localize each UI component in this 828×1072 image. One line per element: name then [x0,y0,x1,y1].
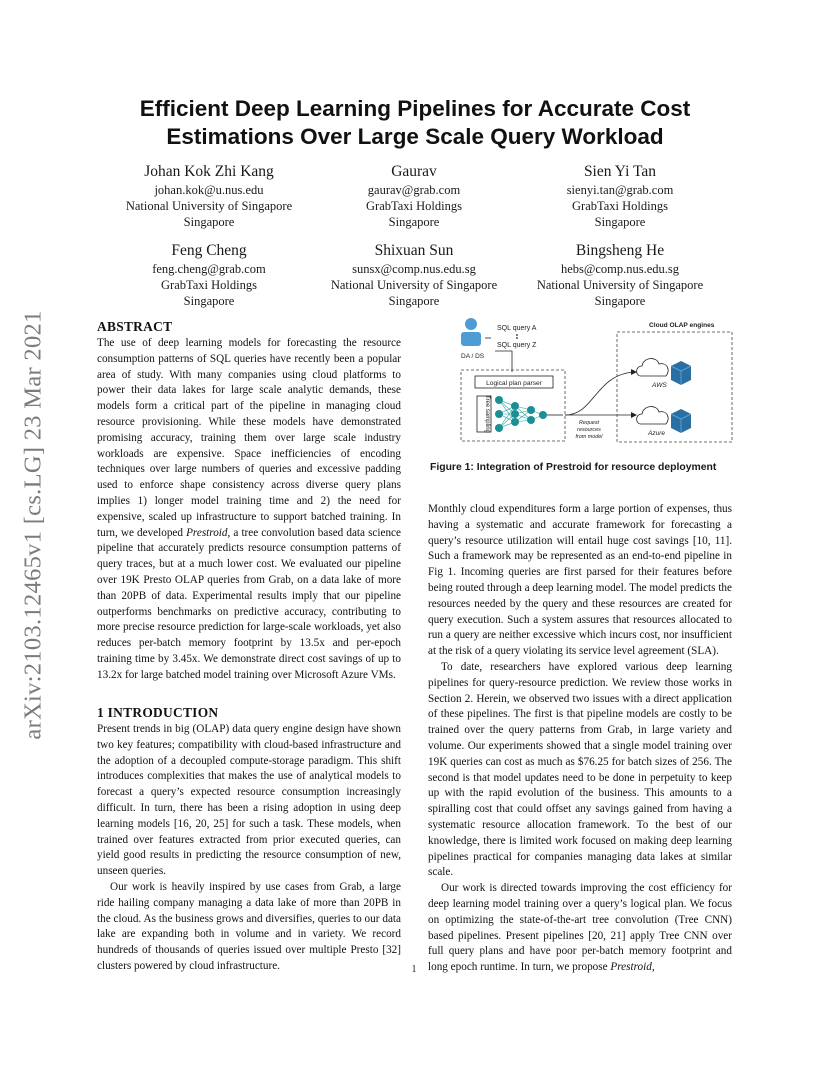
author-name: Bingsheng He [575,242,665,259]
author-block [94,162,324,230]
figure-caption: Figure 1: Integration of Prestroid for resource deployment [430,462,717,473]
prestroid-emphasis: Prestroid [610,961,652,974]
author-email: sunsx@comp.nus.edu.sg [352,262,476,276]
right-column-text [428,502,732,976]
author-country: Singapore [594,215,646,229]
author-affiliation: GrabTaxi Holdings [161,278,257,292]
sql-query-z-label: SQL query Z [497,342,537,349]
author-affiliation: National University of Singapore [536,278,704,292]
author-affiliation: National University of Singapore [330,278,498,292]
tree-sampling-label: Tree sampling [484,395,490,433]
arrowheads [631,369,637,418]
abstract-heading: ABSTRACT [97,319,173,334]
prestroid-emphasis: Prestroid [186,526,228,539]
azure-label: Azure [648,430,665,437]
arxiv-id: arXiv:2103.12465v1 [cs.LG] 23 Mar 2021 [20,310,48,740]
request-label-3: from model [575,434,603,440]
sql-query-a-label: SQL query A [497,325,537,332]
abstract-section [97,318,401,684]
author-affiliation: National University of Singapore [125,199,293,213]
author-email: hebs@comp.nus.edu.sg [560,262,680,276]
author-country: Singapore [388,215,440,229]
author-name: Johan Kok Zhi Kang [144,163,274,180]
introduction-section [97,704,401,975]
abstract-text-part: , a tree convolution based data science pipeline that accurately predicts resource consumption patterns of query traces, but at a much lower cost. We evaluated our pipeline over 19K Presto OLAP queries from Grab, on a data lake of more than 20PB of data. Experimental results imply that our pipeline outperforms benchmarks on predictive accuracy, contributing to more precise resource prediction for large-scale workloads, yet also reduces per-batch memory footprint by 13.5x and per-epoch training time by 3.45x. We demonstrate direct cost savings of up to 13.2x for large batched model training over Microsoft Azure VMs. [97,526,401,681]
user-icon [461,318,481,346]
request-label-1: Request [578,420,600,426]
intro-paragraph-1: Present trends in big (OLAP) data query engine design have shown two key features; compatibility with cloud-based infrastructure and the adoption of a decoupled compute-storage paradigm. This shift introduces complexities that makes the use of analytical models to forecast a query’s expected resource consumption increasingly difficult. In turn, there has been a rising adoption in using deep learning models [16, 20, 25] for such a task. These models, when trained over features extracted from prior executed queries, can yield good results in predicting the resource consumption of new, unseen queries. [97,723,401,878]
right-paragraph-1: Monthly cloud expenditures form a large portion of expenses, thus having a systematic and accurate framework for forecasting a query’s resource utilization will entail huge cost savings [10, 11]. Such a framework may be represented as an end-to-end pipeline in Fig 1. Incoming queries are first parsed for their features before being routed through a deep learning model. The model predicts the resources needed by the query and these resources are created for query execution. Such a system assures that resources allocated to run a query are neither excessive which incurs cost, nor insufficient at the risk of a query violating its service level agreement (SLA). [428,503,732,658]
route-to-aws [565,372,635,415]
author-affiliation: GrabTaxi Holdings [572,199,668,213]
author-country: Singapore [183,294,235,308]
author-block [505,241,735,309]
title-line-1: Efficient Deep Learning Pipelines for Accurate Cost [139,96,691,121]
author-email: feng.cheng@grab.com [152,262,266,276]
intro-paragraph-2: Our work is heavily inspired by use cases from Grab, a large ride hailing company managing a data lake of more than 20PB in the cloud. As the business grows and diversifies, queries to our data lake are expanding both in volume and in variety. We record hundreds of thousands of queries issued over multiple Presto [32] clusters powered by cloud infrastructure. [97,880,401,972]
cloud-olap-title: Cloud OLAP engines [649,322,715,329]
author-name: Sien Yi Tan [583,163,657,180]
aws-label: AWS [652,382,667,389]
right-paragraph-3-part: Our work is directed towards improving the cost efficiency for deep learning model training over a query’s logical plan. We focus on optimizing the state-of-the-art tree convolution (Tree CNN) based pipelines. Present pipelines [20, 21] apply Tree CNN over full query plans and have poor per-batch memory footprint and long epoch runtime. In turn, we propose [428,882,732,974]
arxiv-stamp [14,295,54,755]
author-country: Singapore [388,294,440,308]
neural-network-icon [499,400,543,428]
author-block [299,241,529,309]
right-paragraph-3-part: , [651,961,655,974]
author-email: sienyi.tan@grab.com [566,183,674,197]
abstract-text-part: The use of deep learning models for forecasting the resource consumption patterns of SQL queries have recently been a popular area of study. With many companies using cloud platforms to power their data lakes for large scale analytic demands, these models form a critical part of the pipeline in managing cloud resource provisioning. While these models have demonstrated promising accuracy, training them over large scale industry workloads are expensive. Space inefficiencies of encoding techniques over large numbers of queries and excessive padding used to enforce shape consistency across diverse query plans implies 1) longer model training time and 2) the need for expensive, scaled up infrastructure to support batched training. In turn, we developed [97,337,401,539]
author-block [299,162,529,230]
author-country: Singapore [594,294,646,308]
ellipsis-dot [516,334,518,336]
right-paragraph-2: To date, researchers have explored various deep learning pipelines for query-resource prediction. We review those works in Section 2. Herein, we observed two issues with a direct application of these pipelines. The first is that pipeline models are costly to be trained over the query patterns from Grab, in large variety and volume. Our experiments showed that a single model training over 19K queries can cost as much as $76.25 for batch sizes of 256. The second is that model updates need to be done in perpetuity to keep up with the rapid evolution of the business. This amounts to a spiralling cost that could offset any savings gained from having a systematic resource allocation framework. To the best of our knowledge, there is limited work focused on making deep learning pipelines practical for companies managing data lakes at similar scale. [428,660,732,879]
author-name: Feng Cheng [171,242,247,259]
author-name: Shixuan Sun [374,242,454,259]
user-label: DA / DS [461,353,485,360]
author-block [94,241,324,309]
paper-title [90,95,740,151]
abstract-text [97,336,401,684]
author-name: Gaurav [391,163,437,180]
arrow-to-parser [495,351,512,372]
right-paragraph-3 [428,881,732,976]
introduction-heading: 1 INTRODUCTION [97,705,219,720]
logical-plan-parser-label: Logical plan parser [486,380,542,387]
author-block [505,162,735,230]
ellipsis-dot [516,337,518,339]
request-label-2: resources [577,427,601,433]
author-email: johan.kok@u.nus.edu [154,183,264,197]
figure-1-diagram [445,314,735,446]
author-affiliation: GrabTaxi Holdings [366,199,462,213]
page-number: 1 [411,964,417,975]
title-line-2: Estimations Over Large Scale Query Workload [166,124,664,149]
author-country: Singapore [183,215,235,229]
author-email: gaurav@grab.com [367,183,461,197]
